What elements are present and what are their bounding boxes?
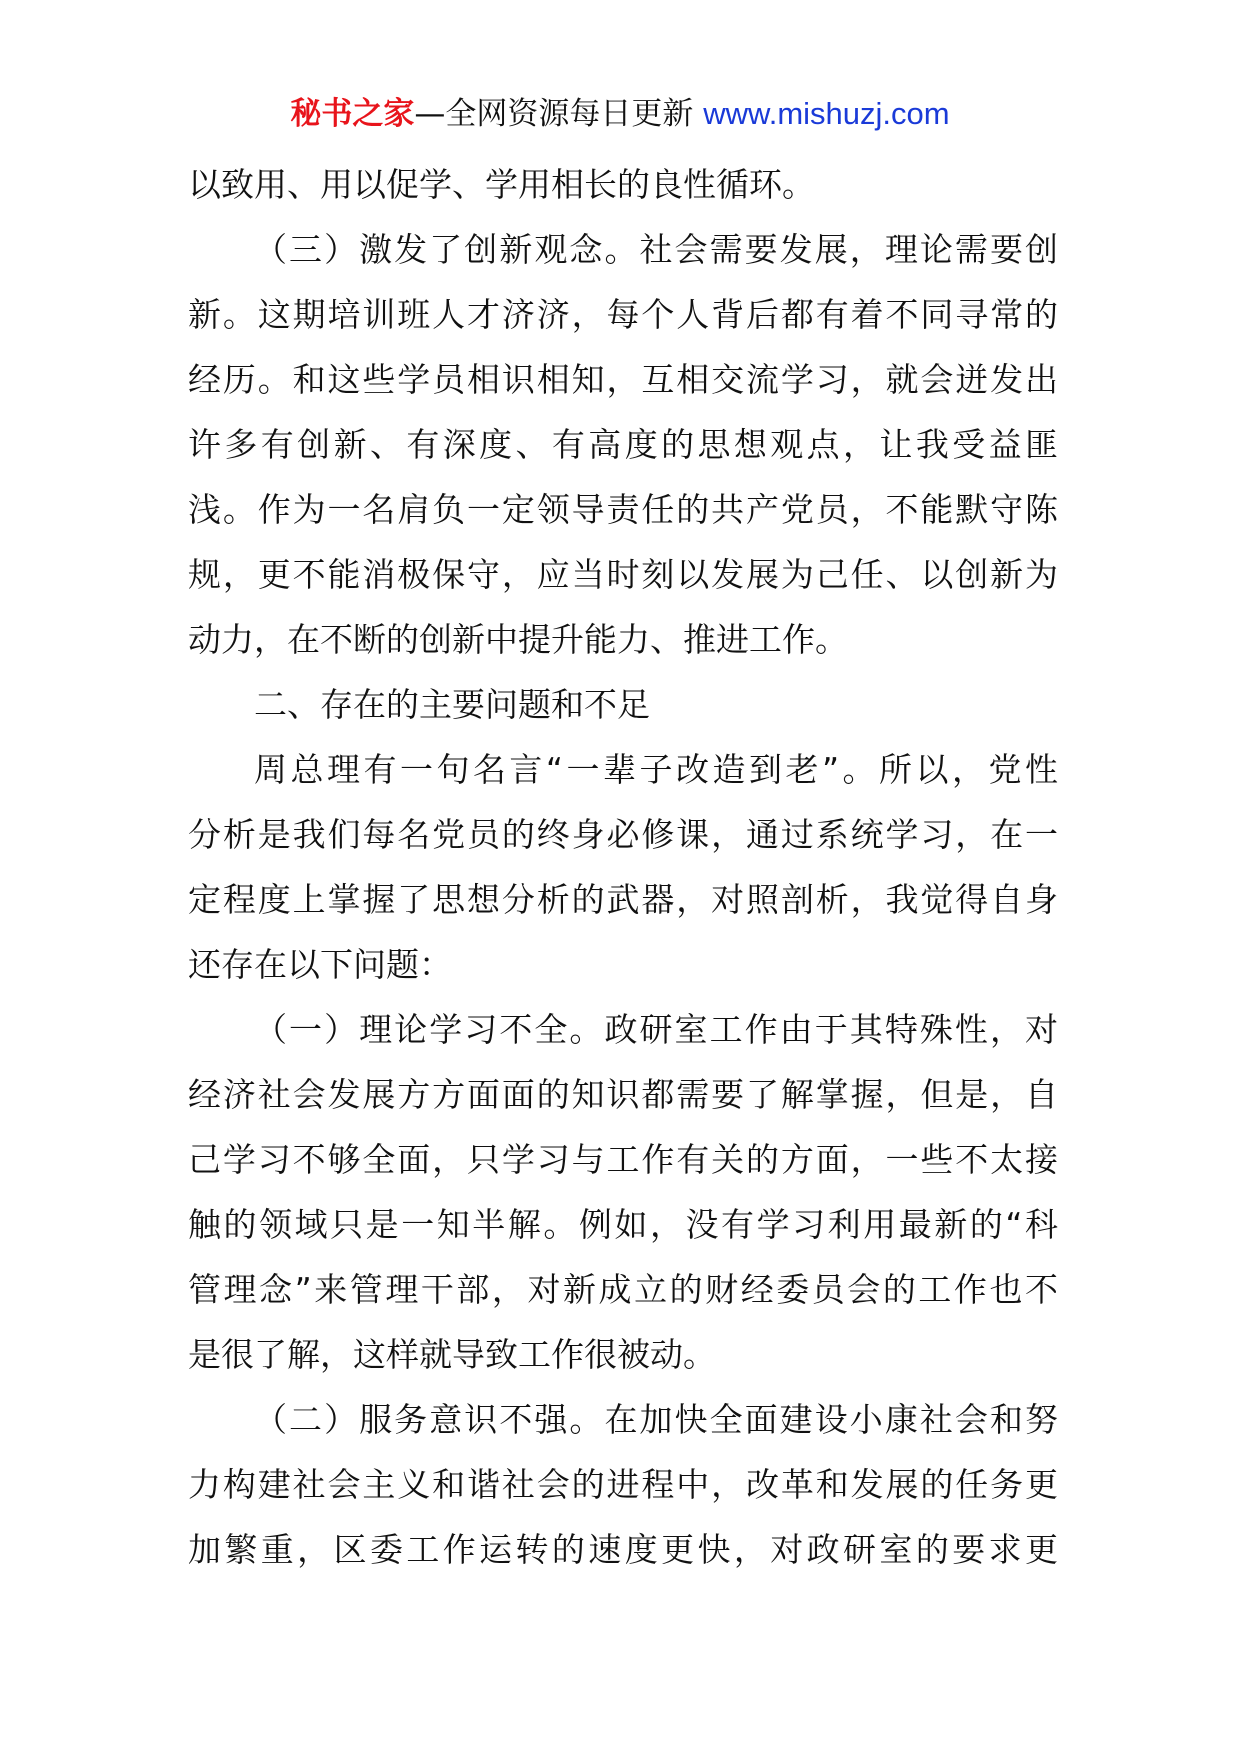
text-line: 分析是我们每名党员的终身必修课，通过系统学习，在一 (188, 815, 1058, 854)
text-line: 还存在以下问题： (188, 945, 452, 984)
text-line: （三）激发了创新观念。社会需要发展，理论需要创 (254, 230, 1058, 269)
text-line: 加繁重，区委工作运转的速度更快，对政研室的要求更 (188, 1530, 1058, 1569)
text-line: 规，更不能消极保守，应当时刻以发展为己任、以创新为 (188, 555, 1058, 594)
text-line: 力构建社会主义和谐社会的进程中，改革和发展的任务更 (188, 1465, 1058, 1504)
text-line: 触的领域只是一知半解。例如，没有学习利用最新的“科 (188, 1205, 1058, 1244)
text-line: 己学习不够全面，只学习与工作有关的方面，一些不太接 (188, 1140, 1058, 1179)
text-line: （二）服务意识不强。在加快全面建设小康社会和努 (254, 1400, 1058, 1439)
text-line: 经济社会发展方方面面的知识都需要了解掌握，但是，自 (188, 1075, 1058, 1114)
website-url[interactable]: www.mishuzj.com (703, 96, 950, 131)
brand-name: 秘书之家 (290, 96, 415, 132)
text-line: 动力，在不断的创新中提升能力、推进工作。 (188, 620, 848, 659)
text-line: 是很了解，这样就导致工作很被动。 (188, 1335, 716, 1374)
text-line: 经历。和这些学员相识相知，互相交流学习，就会迸发出 (188, 360, 1058, 399)
header-tagline: —全网资源每日更新 (414, 96, 694, 132)
text-line: 定程度上掌握了思想分析的武器，对照剖析，我觉得自身 (188, 880, 1058, 919)
text-line: 新。这期培训班人才济济，每个人背后都有着不同寻常的 (188, 295, 1058, 334)
text-line: （一）理论学习不全。政研室工作由于其特殊性，对 (254, 1010, 1058, 1049)
text-line: 浅。作为一名肩负一定领导责任的共产党员，不能默守陈 (188, 490, 1058, 529)
text-line: 许多有创新、有深度、有高度的思想观点，让我受益匪 (188, 425, 1058, 464)
document-body (188, 165, 1058, 1595)
text-line: 周总理有一句名言“一辈子改造到老”。所以，党性 (254, 750, 1058, 789)
section-heading: 二、存在的主要问题和不足 (254, 685, 650, 724)
text-line: 以致用、用以促学、学用相长的良性循环。 (188, 165, 815, 204)
text-line: 管理念”来管理干部，对新成立的财经委员会的工作也不 (188, 1270, 1058, 1309)
page-header (0, 94, 1240, 134)
